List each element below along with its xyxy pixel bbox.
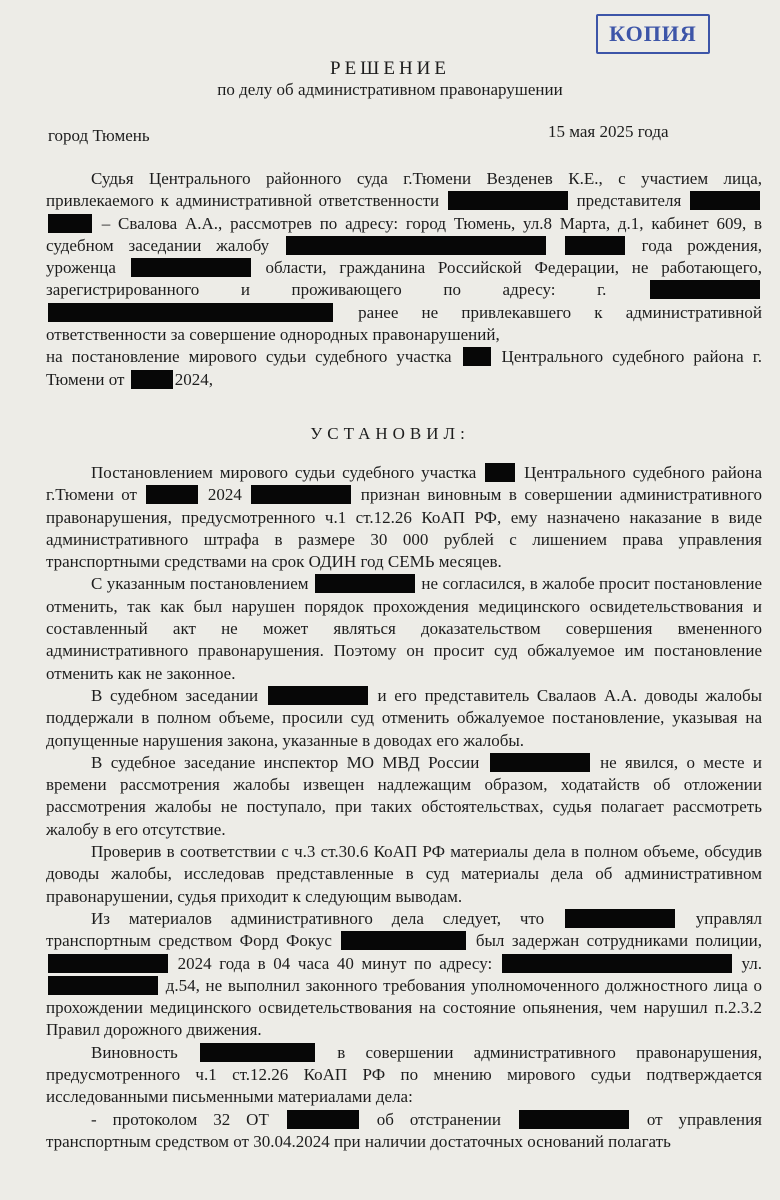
facts-text-4: 2024 года в 04 часа 40 минут по адресу:	[177, 953, 493, 973]
ruling-text-1: Постановлением мирового судьи судебного участка	[91, 463, 477, 482]
ruling-text-3: 2024	[207, 485, 242, 505]
decision-date: 15 мая 2025 года	[548, 122, 669, 141]
evidence-text-1: - протоколом 32 ОТ	[91, 1109, 269, 1129]
redaction	[463, 347, 491, 366]
city: город Тюмень	[48, 126, 150, 145]
guilt-text-1: Виновность	[91, 1042, 178, 1062]
paragraph-appeal	[46, 573, 762, 684]
document-title: РЕШЕНИЕ	[330, 58, 450, 79]
paragraph-guilt	[46, 1042, 762, 1109]
inspector-text-2: не явился, о месте и времени рассмотрения жалобы извещен надлежащим образом, ходатайств об отложении рассмотрения жалобы не поступало, при таких обстоятельствах, судья полагает рассмотреть жалобу в его отсутствие.	[46, 752, 763, 839]
redaction	[287, 1110, 359, 1129]
intro-text-3: – Свалова А.А., рассмотрев по адресу: город Тюмень, ул.8 Марта, д.1, кабинет 609, в судебном заседании жалобу	[46, 213, 762, 255]
evidence-text-3: от управления транспортным средством от 30.04.2024 при наличии достаточных оснований полагать	[46, 1109, 763, 1151]
redaction	[48, 214, 92, 233]
ruling-text-2: Центрального судебного района г.Тюмени от	[46, 463, 763, 505]
paragraph-facts	[46, 908, 762, 1042]
intro-text-9: 2024,	[174, 369, 213, 389]
paragraph-hearing	[46, 685, 762, 752]
redaction	[519, 1110, 629, 1129]
guilt-text-2: в совершении административного правонарушения, предусмотренного ч.1 ст.12.26 КоАП РФ по мнению мирового судьи подтверждается исследованными письменными материалами дела:	[46, 1042, 762, 1107]
intro-text-8: Центрального судебного района г. Тюмени от	[46, 347, 763, 389]
redaction	[315, 574, 415, 593]
redaction	[268, 686, 368, 705]
redaction	[485, 463, 515, 482]
redaction	[146, 485, 198, 504]
paragraph-ruling	[46, 462, 762, 573]
redaction	[448, 191, 568, 210]
intro-text-6: ранее не привлекавшего к административной ответственности за совершение однородных правонарушений,	[46, 302, 762, 345]
copy-stamp: КОПИЯ	[596, 14, 710, 54]
facts-text-5: ул.	[741, 953, 763, 973]
section-heading: УСТАНОВИЛ:	[310, 424, 470, 443]
redaction	[502, 954, 732, 973]
facts-text-6: д.54, не выполнил законного требования уполномоченного должностного лица о прохождении медицинского освидетельствования на состояние опьянения, чем нарушил п.2.3.2 Правил дорожного движения.	[46, 975, 762, 1040]
redaction	[131, 370, 173, 389]
appeal-text-1: С указанным постановлением	[91, 574, 309, 594]
intro-text-5: области, гражданина Российской Федерации, не работающего, зарегистрированного и проживающего по адресу: г.	[46, 258, 763, 300]
ruling-text-4: признан виновным в совершении административного правонарушения, предусмотренного ч.1 ст.12.26 КоАП РФ, ему назначено наказание в виде административного штрафа в размере 30 000 рублей с лишением права управления транспортными средствами на срок ОДИН год СЕМЬ месяцев.	[46, 485, 762, 572]
document-subtitle: по делу об административном правонарушении	[217, 80, 563, 99]
redaction	[131, 258, 251, 277]
redaction	[48, 303, 333, 322]
redaction	[650, 280, 760, 299]
redaction	[48, 954, 168, 973]
intro-text-1: Судья Центрального районного суда г.Тюмени Везденев К.Е., с участием лица, привлекаемого к административной ответственности	[46, 169, 762, 211]
paragraph-review: Проверив в соответствии с ч.3 ст.30.6 КоАП РФ материалы дела в полном объеме, обсудив доводы жалобы, исследовав представленные в суд материалы дела об административном правонарушении, судья приходит к следующим выводам.	[46, 842, 762, 906]
intro-text-7: на постановление мирового судьи судебного участка	[46, 347, 452, 367]
established-block	[46, 462, 762, 1153]
intro-paragraph	[46, 168, 762, 346]
paragraph-evidence	[46, 1109, 762, 1154]
appeal-text-2: не согласился, в жалобе просит постановление отменить, так как был нарушен порядок прохождения медицинского освидетельствования и составленный акт не может являться доказательством совершения вмененного административного правонарушения. Поэтому он просит суд обжалуемое им постановление отменить как не законное.	[46, 574, 762, 683]
redaction	[565, 909, 675, 928]
redaction	[341, 931, 466, 950]
evidence-text-2: об отстранении	[376, 1109, 501, 1129]
redaction	[286, 236, 546, 255]
intro-block	[46, 168, 762, 391]
redaction	[251, 485, 351, 504]
paragraph-inspector	[46, 752, 762, 841]
facts-text-1: Из материалов административного дела следует, что	[91, 908, 545, 928]
hearing-text-2: и его представитель Свалаов А.А. доводы жалобы поддержали в полном объеме, просили суд отменить обжалуемое постановление, указывая на допущенные нарушения закона, указанные в доводах его жалобы.	[46, 685, 763, 750]
redaction	[48, 976, 158, 995]
redaction	[690, 191, 760, 210]
hearing-text-1: В судебном заседании	[91, 685, 259, 705]
inspector-text-1: В судебное заседание инспектор МО МВД России	[91, 752, 480, 772]
intro-text-4: года рождения, уроженца	[46, 235, 763, 278]
intro-paragraph-2	[46, 346, 762, 391]
facts-text-2: управлял транспортным средством Форд Фокус	[46, 908, 763, 951]
redaction	[565, 236, 625, 255]
intro-text-2: представителя	[576, 191, 682, 211]
redaction	[200, 1043, 315, 1062]
facts-text-3: был задержан сотрудниками полиции,	[475, 931, 763, 951]
redaction	[490, 753, 590, 772]
